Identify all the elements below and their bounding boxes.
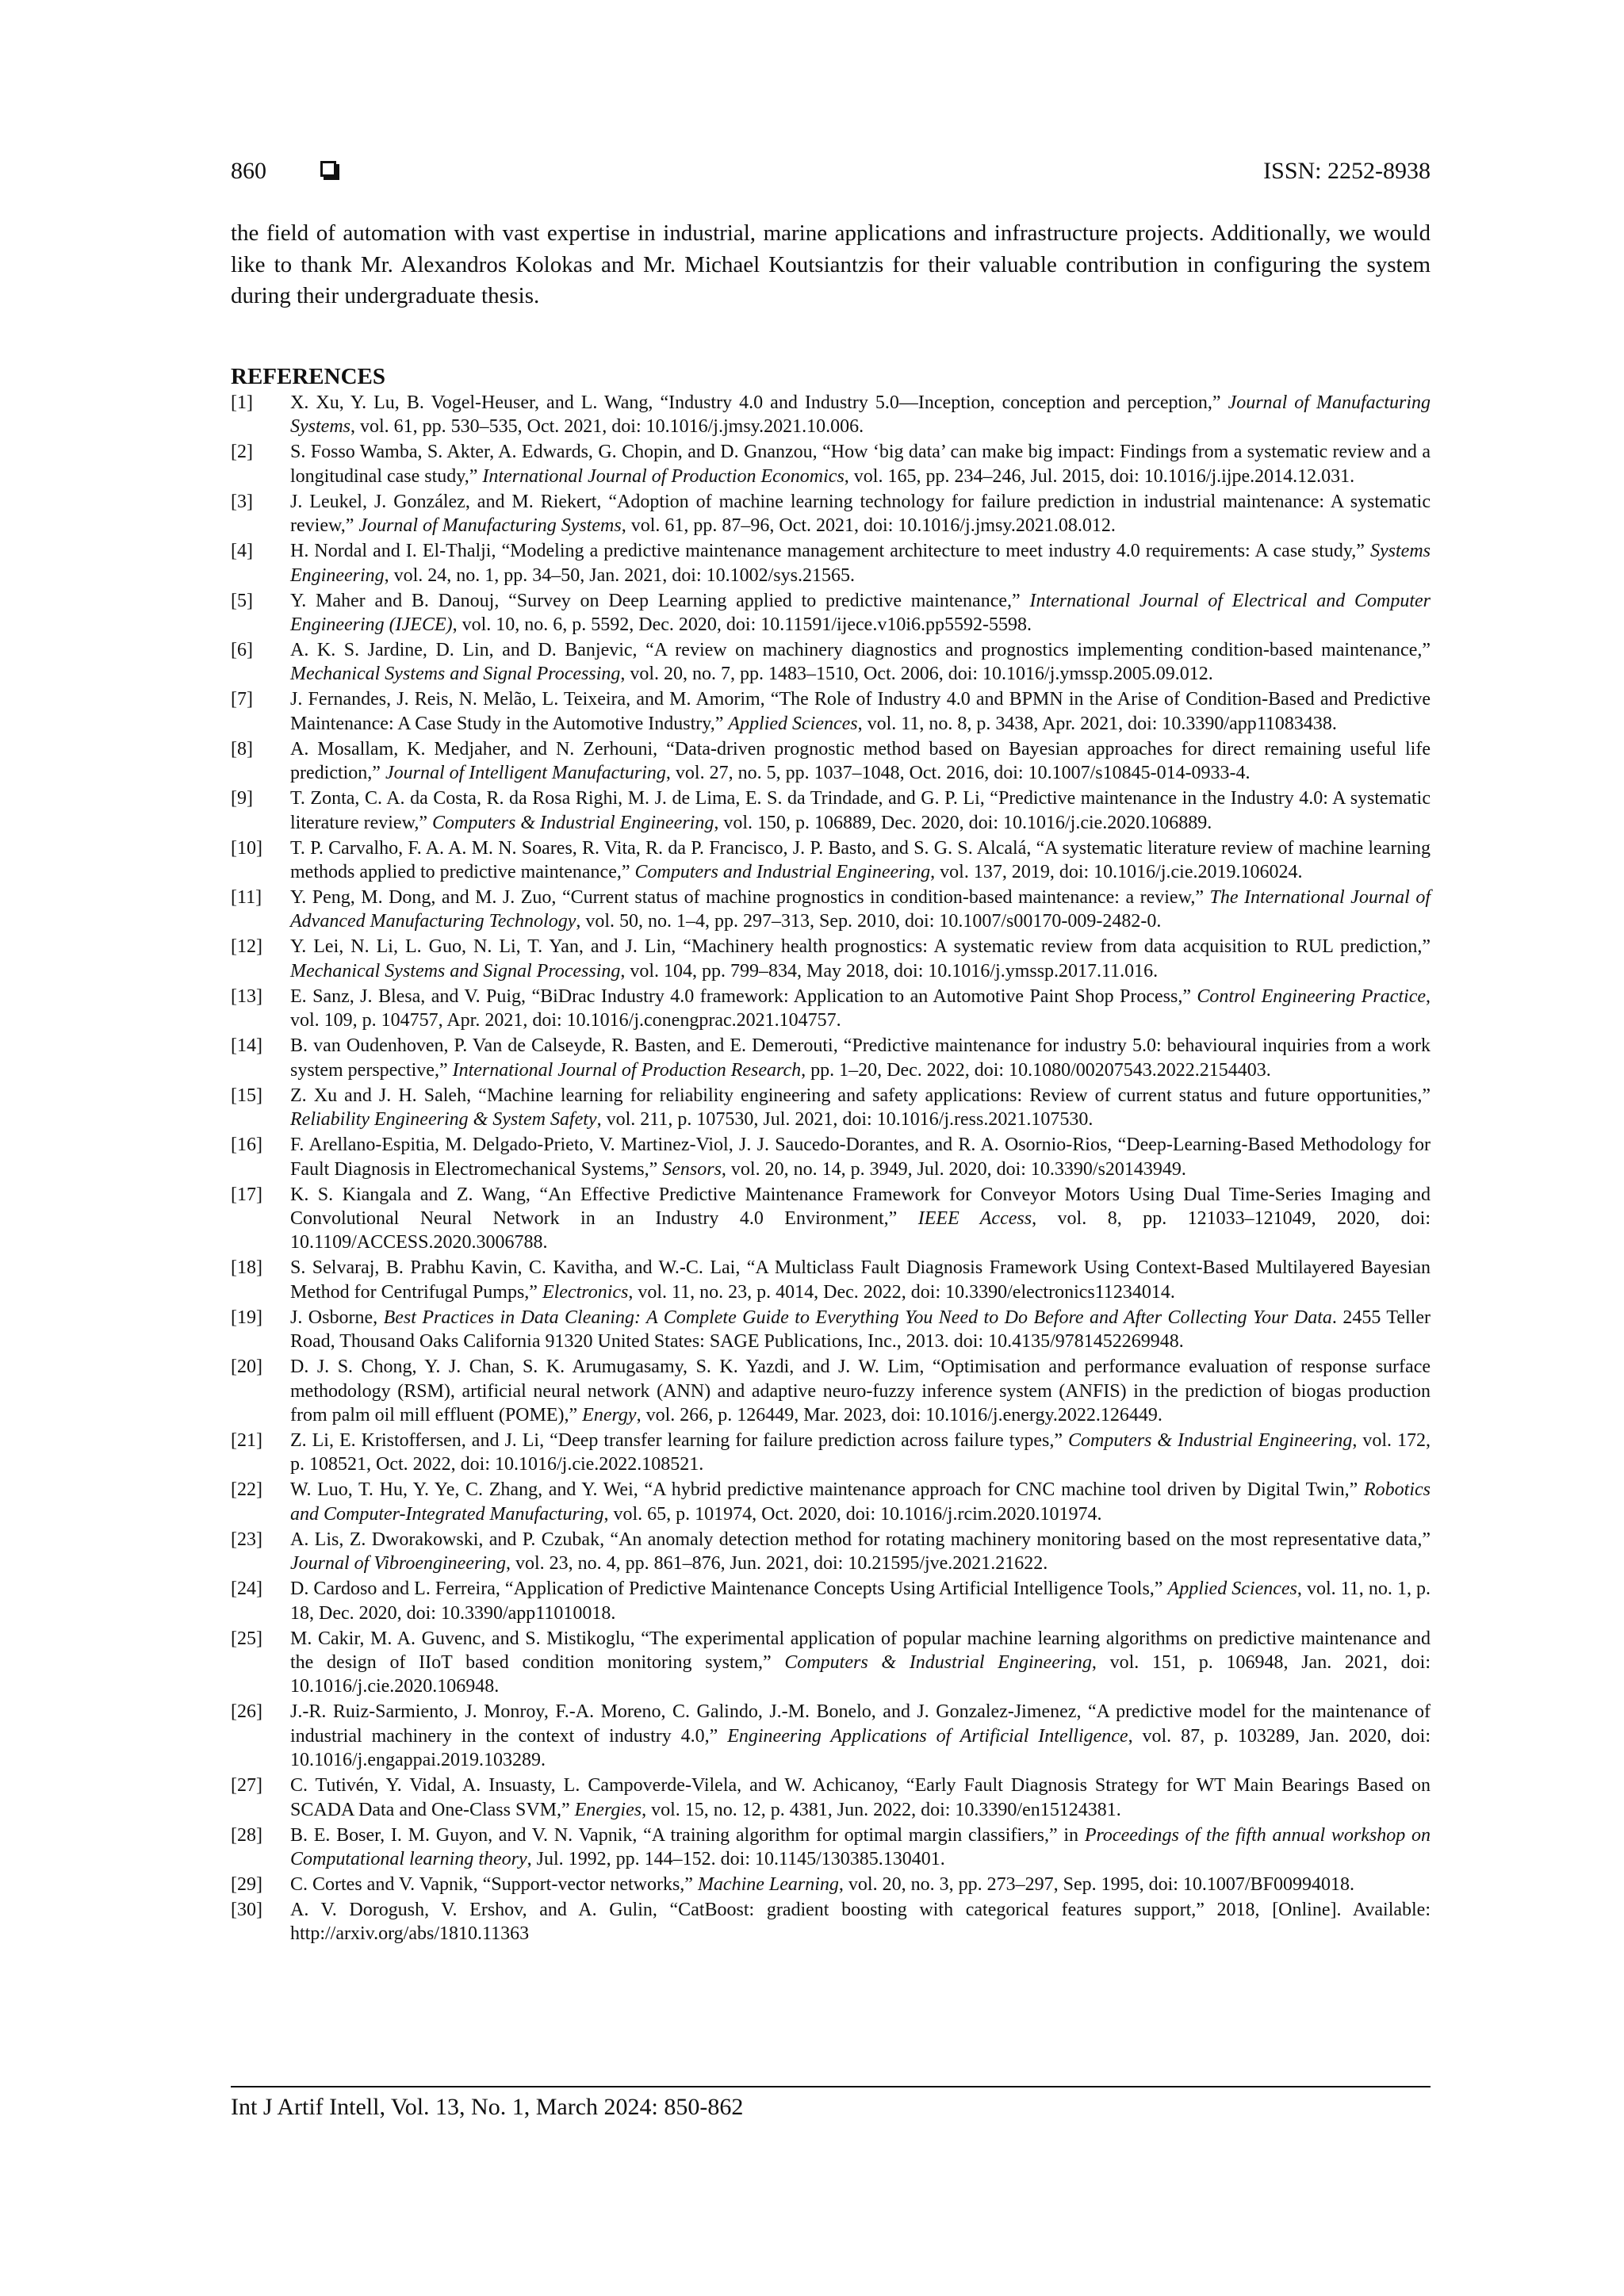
reference-segment: , vol. 20, no. 3, pp. 273–297, Sep. 1995, doi: 10.1007/BF00994018. xyxy=(838,1874,1354,1895)
reference-venue: Mechanical Systems and Signal Processing xyxy=(290,664,621,685)
reference-item xyxy=(231,589,1431,637)
reference-text xyxy=(290,1357,1431,1425)
reference-item xyxy=(231,1256,1431,1304)
reference-text xyxy=(290,1307,1431,1352)
reference-segment: , vol. 8, pp. 121033–121049, 2020, doi: 10.1109/ACCESS.2020.3006788. xyxy=(290,1207,1431,1253)
reference-text xyxy=(290,640,1431,684)
reference-text xyxy=(290,492,1431,536)
reference-text xyxy=(290,936,1431,981)
reference-segment: , vol. 15, no. 12, p. 4381, Jun. 2022, doi: 10.3390/en15124381. xyxy=(642,1799,1121,1820)
reference-segment: Z. Xu and J. H. Saleh, “Machine learning for reliability engineering and safety applications: Review of current status and future opportunities,” xyxy=(290,1085,1431,1106)
reference-segment: , pp. 1–20, Dec. 2022, doi: 10.1080/00207543.2022.2154403. xyxy=(801,1059,1271,1081)
reference-segment: , vol. 50, no. 1–4, pp. 297–313, Sep. 2010, doi: 10.1007/s00170-009-2482-0. xyxy=(576,911,1162,932)
reference-number: [28] xyxy=(231,1824,262,1846)
reference-venue: International Journal of Electrical and Computer Engineering (IJECE) xyxy=(290,590,1431,636)
reference-number: [3] xyxy=(231,491,253,512)
reference-segment: Y. Lei, N. Li, L. Guo, N. Li, T. Yan, and J. Lin, “Machinery health prognostics: A systematic review from data acquisition to RUL prediction,” xyxy=(290,936,1431,958)
reference-number: [6] xyxy=(231,640,253,661)
reference-segment: , Jul. 1992, pp. 144–152. doi: 10.1145/130385.130401. xyxy=(527,1849,945,1869)
reference-segment: H. Nordal and I. El-Thalji, “Modeling a predictive maintenance management architecture to meet industry 4.0 requirements: A case study,” xyxy=(290,541,1371,562)
reference-segment: , vol. 104, pp. 799–834, May 2018, doi: 10.1016/j.ymssp.2017.11.016. xyxy=(620,960,1159,982)
reference-number: [7] xyxy=(231,689,253,710)
reference-number: [12] xyxy=(231,936,262,958)
reference-text xyxy=(290,1430,1431,1475)
reference-item xyxy=(231,737,1431,786)
reference-item xyxy=(231,1306,1431,1354)
reference-number: [17] xyxy=(231,1184,262,1205)
reference-text xyxy=(290,1035,1431,1080)
reference-text xyxy=(290,1085,1431,1130)
reference-segment: Y. Maher and B. Danouj, “Survey on Deep Learning applied to predictive maintenance,” xyxy=(290,590,1030,611)
reference-segment: , vol. 266, p. 126449, Mar. 2023, doi: 10.1016/j.energy.2022.126449. xyxy=(636,1404,1162,1425)
reference-number: [30] xyxy=(231,1900,262,1920)
reference-number: [22] xyxy=(231,1479,262,1501)
reference-text xyxy=(290,1900,1431,1944)
reference-text xyxy=(290,1257,1431,1302)
reference-number: [20] xyxy=(231,1357,262,1378)
reference-venue: Machine Learning xyxy=(697,1874,839,1895)
reference-number: [16] xyxy=(231,1135,262,1156)
reference-segment: , vol. 87, p. 103289, Jan. 2020, doi: 10.1016/j.engappai.2019.103289. xyxy=(290,1725,1431,1771)
reference-number: [13] xyxy=(231,985,262,1007)
reference-segment: , vol. 23, no. 4, pp. 861–876, Jun. 2021, doi: 10.21595/jve.2021.21622. xyxy=(505,1553,1048,1575)
footer-divider xyxy=(231,2086,1431,2087)
reference-segment: B. E. Boser, I. M. Guyon, and V. N. Vapnik, “A training algorithm for optimal margin classifiers,” in xyxy=(290,1824,1085,1846)
reference-venue: Sensors xyxy=(662,1158,722,1180)
reference-segment: , vol. 61, pp. 530–535, Oct. 2021, doi: 10.1016/j.jmsy.2021.10.006. xyxy=(350,416,864,438)
reference-venue: Computers and Industrial Engineering xyxy=(634,862,931,883)
reference-venue: Systems Engineering xyxy=(290,541,1431,586)
reference-segment: D. Cardoso and L. Ferreira, “Application of Predictive Maintenance Concepts Using Artificial Intelligence Tools,” xyxy=(290,1578,1168,1600)
reference-venue: Reliability Engineering & System Safety xyxy=(290,1109,597,1131)
reference-segment: M. Cakir, M. A. Guvenc, and S. Mistikoglu, “The experimental application of popular machine learning algorithms on predictive maintenance and the design of IIoT based condition monitoring system,” xyxy=(290,1628,1431,1673)
reference-text xyxy=(290,392,1431,437)
reference-number: [23] xyxy=(231,1529,262,1550)
reference-item xyxy=(231,539,1431,587)
reference-number: [4] xyxy=(231,541,253,562)
reference-segment: A. K. S. Jardine, D. Lin, and D. Banjevic, “A review on machinery diagnostics and prognostics implementing condition-based maintenance,” xyxy=(290,640,1431,661)
reference-item xyxy=(231,1700,1431,1772)
reference-item xyxy=(231,1084,1431,1132)
reference-segment: C. Cortes and V. Vapnik, “Support-vector networks,” xyxy=(290,1874,698,1895)
square-bullet-icon xyxy=(320,161,336,177)
reference-text xyxy=(290,788,1431,832)
reference-number: [1] xyxy=(231,392,253,413)
reference-item xyxy=(231,440,1431,488)
reference-item xyxy=(231,1528,1431,1576)
reference-venue: The International Journal of Advanced Manufacturing Technology xyxy=(290,887,1431,932)
reference-item xyxy=(231,1577,1431,1625)
reference-item xyxy=(231,1478,1431,1526)
reference-venue: Control Engineering Practice xyxy=(1197,985,1426,1007)
reference-item xyxy=(231,786,1431,835)
reference-venue: Journal of Manufacturing Systems xyxy=(290,392,1431,438)
reference-segment: , vol. 24, no. 1, pp. 34–50, Jan. 2021, doi: 10.1002/sys.21565. xyxy=(384,564,855,586)
reference-segment: T. P. Carvalho, F. A. A. M. N. Soares, R. Vita, R. da P. Francisco, J. P. Basto, and S. G. S. Alcalá, “A systematic literature review of machine learning methods applied to predictive maintenance,” xyxy=(290,837,1431,883)
reference-segment: W. Luo, T. Hu, Y. Ye, C. Zhang, and Y. Wei, “A hybrid predictive maintenance approach for CNC machine tool driven by Digital Twin,” xyxy=(290,1479,1364,1501)
reference-segment: S. Fosso Wamba, S. Akter, A. Edwards, G. Chopin, and D. Gnanzou, “How ‘big data’ can make big impact: Findings from a systematic review and a longitudinal case study,” xyxy=(290,442,1431,487)
reference-item xyxy=(231,1774,1431,1822)
reference-text xyxy=(290,689,1431,733)
reference-number: [15] xyxy=(231,1085,262,1106)
reference-segment: K. S. Kiangala and Z. Wang, “An Effective Predictive Maintenance Framework for Conveyor Motors Using Dual Time-Series Imaging and Convolutional Neural Network in an Industry 4.0 Environment,” xyxy=(290,1184,1431,1229)
reference-text xyxy=(290,739,1431,783)
reference-segment: J. Fernandes, J. Reis, N. Melão, L. Teixeira, and M. Amorim, “The Role of Industry 4.0 and BPMN in the Arise of Condition-Based and Predictive Maintenance: A Case Study in the Automotive Industry,” xyxy=(290,689,1431,734)
reference-segment: J.-R. Ruiz-Sarmiento, J. Monroy, F.-A. Moreno, C. Galindo, J.-M. Bonelo, and J. Gonzalez-Jimenez, “A predictive model for the maintenance of industrial machinery in the context of industry 4.0,” xyxy=(290,1701,1431,1747)
reference-text xyxy=(290,887,1431,932)
references-heading: REFERENCES xyxy=(231,364,385,389)
reference-number: [21] xyxy=(231,1429,262,1451)
reference-segment: B. van Oudenhoven, P. Van de Calseyde, R. Basten, and E. Demerouti, “Predictive maintenance for industry 5.0: behavioural inquiries from a work system perspective,” xyxy=(290,1035,1431,1081)
reference-item xyxy=(231,886,1431,934)
reference-text xyxy=(290,1775,1431,1820)
reference-segment: , vol. 172, p. 108521, Oct. 2022, doi: 10.1016/j.cie.2022.108521. xyxy=(290,1429,1431,1475)
reference-segment: , vol. 11, no. 1, p. 18, Dec. 2020, doi: 10.3390/app11010018. xyxy=(290,1578,1431,1624)
reference-segment: Y. Peng, M. Dong, and M. J. Zuo, “Current status of machine prognostics in condition-based maintenance: a review,” xyxy=(290,887,1210,909)
reference-item xyxy=(231,1034,1431,1082)
reference-segment: C. Tutivén, Y. Vidal, A. Insuasty, L. Campoverde-Vilela, and W. Achicanoy, “Early Fault Diagnosis Strategy for WT Main Bearings Based on SCADA Data and One-Class SVM,” xyxy=(290,1775,1431,1820)
reference-item xyxy=(231,490,1431,538)
reference-segment: , vol. 151, p. 106948, Jan. 2021, doi: 10.1016/j.cie.2020.106948. xyxy=(290,1651,1431,1697)
reference-number: [9] xyxy=(231,788,253,809)
reference-text xyxy=(290,1479,1431,1524)
reference-venue: Proceedings of the fifth annual workshop on Computational learning theory xyxy=(290,1824,1431,1869)
reference-segment: , vol. 20, no. 7, pp. 1483–1510, Oct. 2006, doi: 10.1016/j.ymssp.2005.09.012. xyxy=(620,664,1213,685)
reference-venue: Electronics xyxy=(542,1281,629,1303)
reference-segment: . 2455 Teller Road, Thousand Oaks California 91320 United States: SAGE Publications, Inc., 2013. doi: 10.4135/9781452269948. xyxy=(290,1307,1431,1353)
reference-segment: , vol. 137, 2019, doi: 10.1016/j.cie.2019.106024. xyxy=(930,862,1303,883)
reference-venue: Journal of Manufacturing Systems xyxy=(358,515,622,537)
reference-number: [5] xyxy=(231,590,253,611)
reference-number: [11] xyxy=(231,887,262,909)
reference-venue: Robotics and Computer-Integrated Manufacturing xyxy=(290,1479,1431,1525)
reference-text xyxy=(290,1184,1431,1253)
reference-item xyxy=(231,1429,1431,1477)
reference-segment: , vol. 65, p. 101974, Oct. 2020, doi: 10.1016/j.rcim.2020.101974. xyxy=(603,1503,1102,1525)
reference-segment: , vol. 150, p. 106889, Dec. 2020, doi: 10.1016/j.cie.2020.106889. xyxy=(714,812,1212,833)
reference-text xyxy=(290,986,1431,1031)
reference-number: [24] xyxy=(231,1578,262,1600)
reference-segment: , vol. 11, no. 8, p. 3438, Apr. 2021, doi: 10.3390/app11083438. xyxy=(857,713,1337,734)
reference-venue: Best Practices in Data Cleaning: A Complete Guide to Everything You Need to Do Before and After Collecting Your Data xyxy=(383,1307,1332,1328)
reference-segment: , vol. 165, pp. 234–246, Jul. 2015, doi: 10.1016/j.ijpe.2014.12.031. xyxy=(844,465,1355,487)
reference-text xyxy=(290,1628,1431,1697)
reference-text xyxy=(290,1135,1431,1179)
reference-segment: , vol. 20, no. 14, p. 3949, Jul. 2020, doi: 10.3390/s20143949. xyxy=(721,1158,1186,1180)
reference-segment: Z. Li, E. Kristoffersen, and J. Li, “Deep transfer learning for failure prediction across failure types,” xyxy=(290,1429,1069,1451)
footer-citation: Int J Artif Intell, Vol. 13, No. 1, March 2024: 850-862 xyxy=(231,2094,744,2120)
reference-text xyxy=(290,1529,1431,1574)
reference-text xyxy=(290,838,1431,882)
reference-venue: Applied Sciences xyxy=(728,713,858,734)
reference-text xyxy=(290,1874,1354,1895)
reference-number: [26] xyxy=(231,1701,262,1723)
reference-segment: X. Xu, Y. Lu, B. Vogel-Heuser, and L. Wang, “Industry 4.0 and Industry 5.0—Inception, conception and perception,” xyxy=(290,392,1228,413)
reference-segment: , vol. 61, pp. 87–96, Oct. 2021, doi: 10.1016/j.jmsy.2021.08.012. xyxy=(621,515,1116,537)
reference-venue: Energy xyxy=(582,1404,637,1425)
reference-item xyxy=(231,1183,1431,1255)
reference-number: [29] xyxy=(231,1874,262,1895)
reference-segment: , vol. 11, no. 23, p. 4014, Dec. 2022, doi: 10.3390/electronics11234014. xyxy=(628,1281,1175,1303)
reference-number: [25] xyxy=(231,1628,262,1649)
reference-text xyxy=(290,1825,1431,1869)
issn-label: ISSN: 2252-8938 xyxy=(1263,158,1431,184)
reference-venue: International Journal of Production Research xyxy=(452,1059,802,1081)
reference-segment: F. Arellano-Espitia, M. Delgado-Prieto, V. Martinez-Viol, J. J. Saucedo-Dorantes, and R. A. Osornio-Rios, “Deep-Learning-Based Methodology for Fault Diagnosis in Electromechanical Systems,” xyxy=(290,1135,1431,1180)
paper-page xyxy=(231,0,1431,2296)
reference-item xyxy=(231,1627,1431,1699)
reference-segment: D. J. S. Chong, Y. J. Chan, S. K. Arumugasamy, S. K. Yazdi, and J. W. Lim, “Optimisation and performance evaluation of response surface methodology (RSM), artificial neural network (ANN) and adaptive neuro-fuzzy inference system (ANFIS) in the prediction of biogas production from palm oil mill effluent (POME),” xyxy=(290,1357,1431,1425)
page-header xyxy=(231,155,1431,187)
reference-segment: A. V. Dorogush, V. Ershov, and A. Gulin, “CatBoost: gradient boosting with categorical features support,” 2018, [Online]. Available: http://arxiv.org/abs/1810.11363 xyxy=(290,1900,1431,1945)
reference-item xyxy=(231,687,1431,736)
reference-segment: A. Lis, Z. Dworakowski, and P. Czubak, “An anomaly detection method for rotating machinery monitoring based on the most representative data,” xyxy=(290,1529,1431,1550)
reference-segment: A. Mosallam, K. Medjaher, and N. Zerhouni, “Data-driven prognostic method based on Bayesian approaches for direct remaining useful life prediction,” xyxy=(290,738,1431,784)
reference-venue: Energies xyxy=(574,1799,642,1820)
acknowledgement-paragraph: the field of automation with vast expertise in industrial, marine applications and infrastructure projects. Additionally, we would like to thank Mr. Alexandros Kolokas and Mr. Michael Koutsiantzis for their valuable contribution in configuring the system during their undergraduate thesis. xyxy=(231,220,1431,308)
reference-item xyxy=(231,638,1431,687)
reference-item xyxy=(231,1873,1431,1896)
reference-segment: , vol. 211, p. 107530, Jul. 2021, doi: 10.1016/j.ress.2021.107530. xyxy=(596,1109,1094,1131)
reference-number: [8] xyxy=(231,738,253,760)
reference-item xyxy=(231,985,1431,1033)
reference-item xyxy=(231,1133,1431,1181)
reference-item xyxy=(231,1355,1431,1427)
reference-item xyxy=(231,836,1431,885)
reference-venue: Applied Sciences xyxy=(1167,1578,1297,1600)
reference-venue: Mechanical Systems and Signal Processing xyxy=(290,960,621,982)
reference-list xyxy=(231,391,1431,1947)
reference-segment: , vol. 10, no. 6, p. 5592, Dec. 2020, doi: 10.11591/ijece.v10i6.pp5592-5598. xyxy=(452,614,1032,636)
reference-venue: Engineering Applications of Artificial Intelligence xyxy=(727,1725,1128,1747)
reference-segment: , vol. 27, no. 5, pp. 1037–1048, Oct. 2016, doi: 10.1007/s10845-014-0933-4. xyxy=(665,763,1251,784)
reference-segment: J. Leukel, J. González, and M. Riekert, “Adoption of machine learning technology for failure prediction in industrial maintenance: A systematic review,” xyxy=(290,491,1431,537)
reference-item xyxy=(231,1823,1431,1872)
reference-item xyxy=(231,1898,1431,1946)
reference-text xyxy=(290,541,1431,585)
reference-segment: , vol. 109, p. 104757, Apr. 2021, doi: 10.1016/j.conengprac.2021.104757. xyxy=(290,985,1431,1031)
reference-number: [14] xyxy=(231,1035,262,1057)
reference-number: [19] xyxy=(231,1307,262,1328)
reference-venue: Computers & Industrial Engineering xyxy=(432,812,714,833)
reference-item xyxy=(231,391,1431,439)
reference-segment: T. Zonta, C. A. da Costa, R. da Rosa Righi, M. J. de Lima, E. S. da Trindade, and G. P. Li, “Predictive maintenance in the Industry 4.0: A systematic literature review,” xyxy=(290,788,1431,833)
reference-venue: International Journal of Production Economics xyxy=(482,465,845,487)
reference-segment: J. Osborne, xyxy=(290,1307,384,1328)
page-number: 860 xyxy=(231,158,266,184)
reference-number: [2] xyxy=(231,442,253,463)
reference-number: [27] xyxy=(231,1775,262,1797)
reference-text xyxy=(290,1578,1431,1623)
reference-number: [18] xyxy=(231,1257,262,1279)
reference-segment: S. Selvaraj, B. Prabhu Kavin, C. Kavitha, and W.-C. Lai, “A Multiclass Fault Diagnosis Framework Using Context-Based Multilayered Bayesian Method for Centrifugal Pumps,” xyxy=(290,1257,1431,1303)
reference-segment: E. Sanz, J. Blesa, and V. Puig, “BiDrac Industry 4.0 framework: Application to an Automotive Paint Shop Process,” xyxy=(290,985,1197,1007)
reference-venue: Journal of Intelligent Manufacturing xyxy=(385,763,666,784)
reference-item xyxy=(231,935,1431,983)
reference-venue: IEEE Access xyxy=(917,1207,1032,1229)
reference-text xyxy=(290,442,1431,486)
reference-number: [10] xyxy=(231,837,262,859)
reference-venue: Computers & Industrial Engineering xyxy=(784,1651,1092,1673)
reference-text xyxy=(290,591,1431,635)
reference-venue: Journal of Vibroengineering xyxy=(290,1553,506,1575)
reference-venue: Computers & Industrial Engineering xyxy=(1068,1429,1353,1451)
reference-text xyxy=(290,1701,1431,1770)
